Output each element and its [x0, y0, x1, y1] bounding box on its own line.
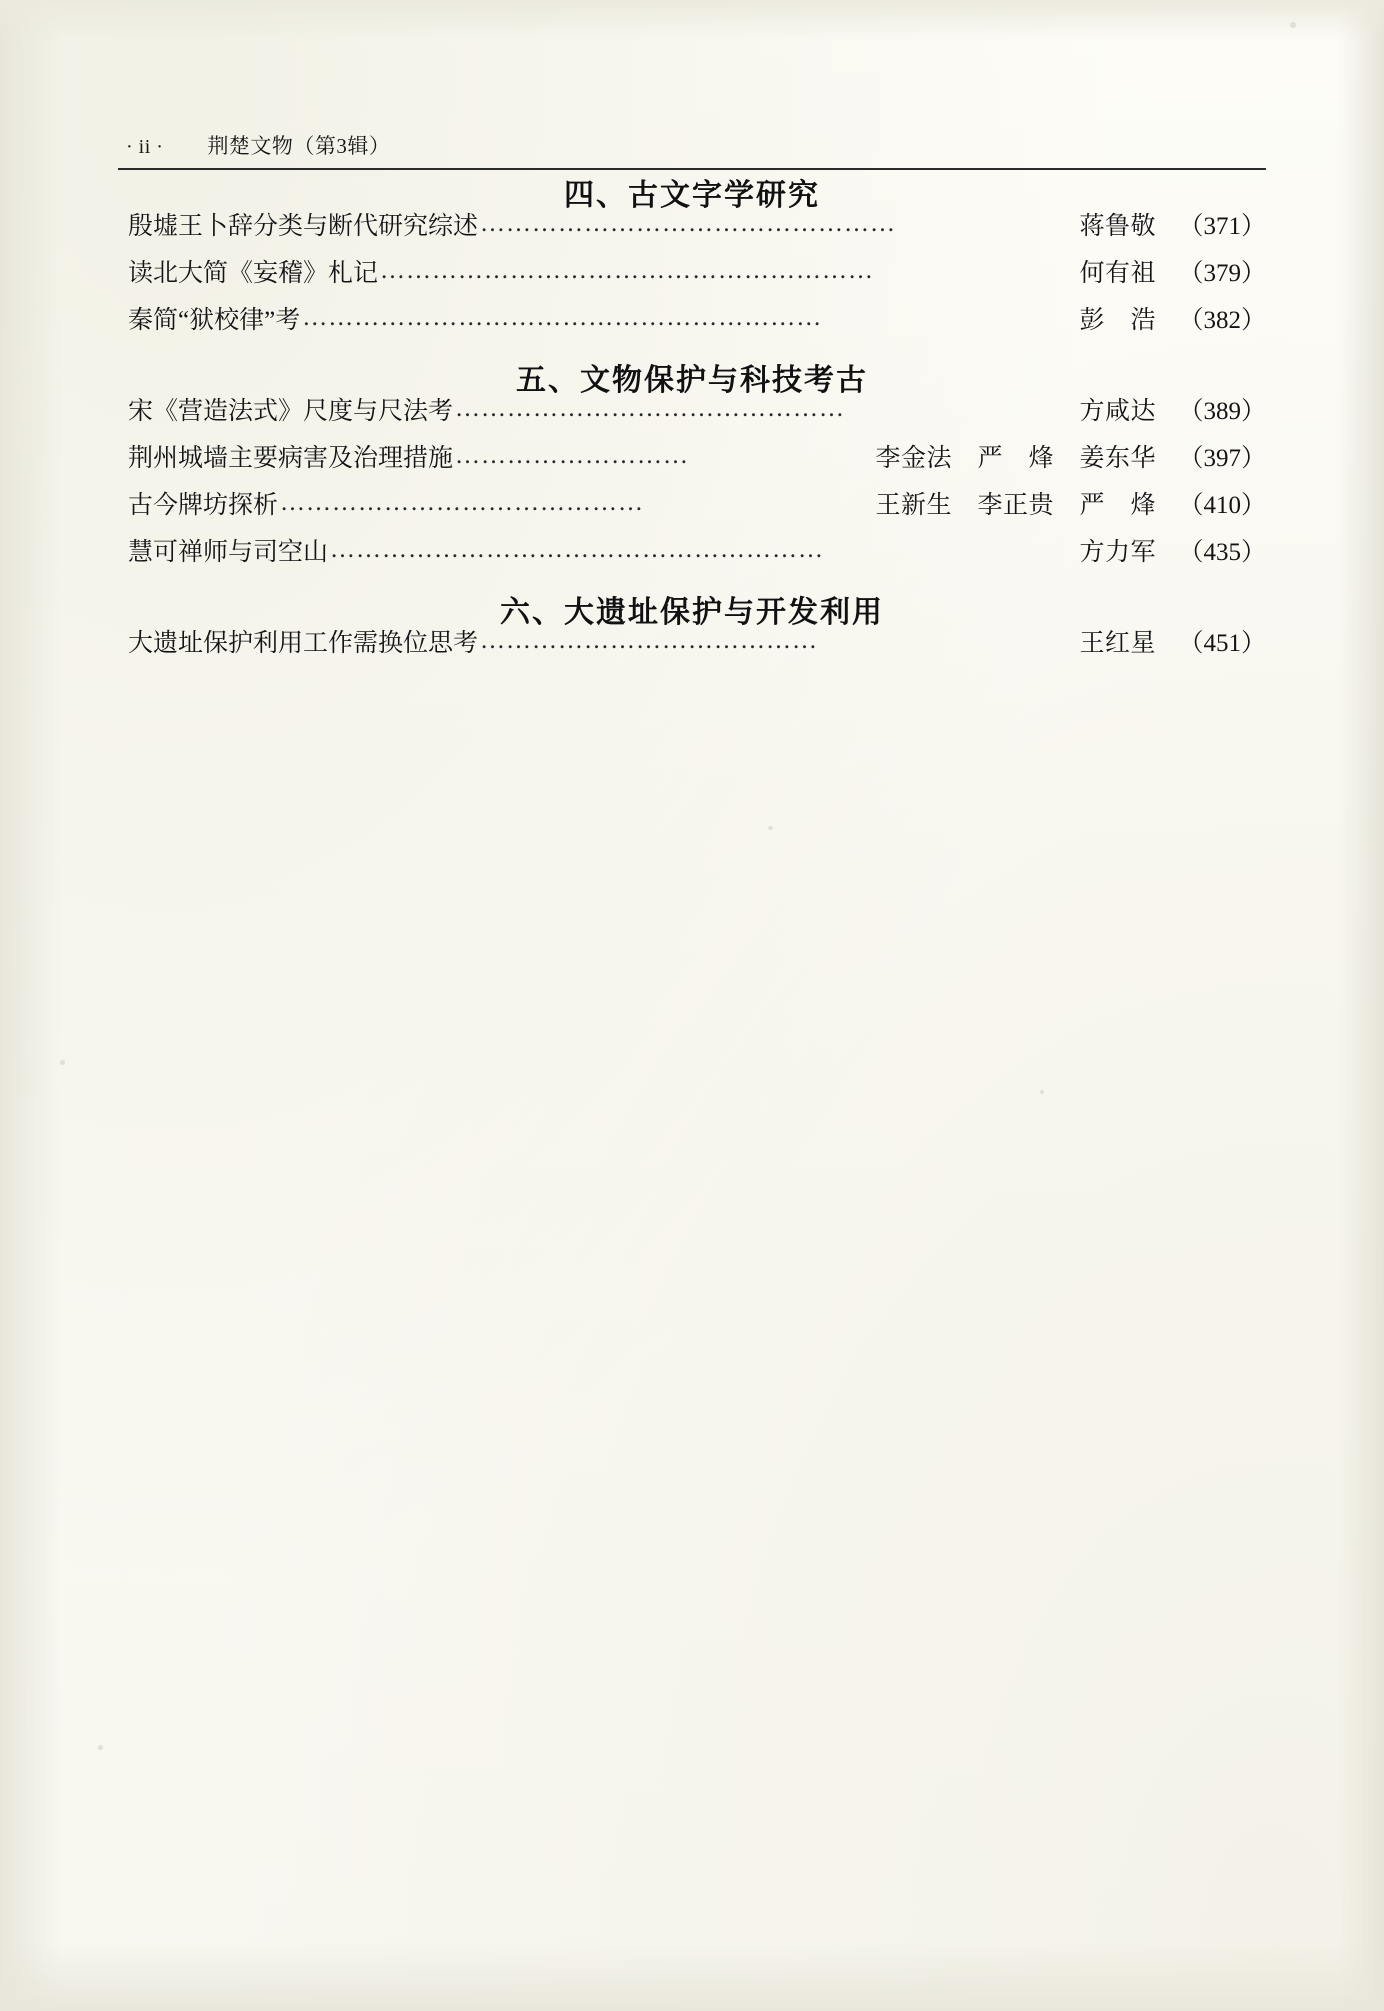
toc-entry-page: （397）	[1178, 445, 1266, 472]
toc-entry[interactable]	[118, 396, 1266, 425]
toc-leader-dots: …………………………………………………	[330, 537, 825, 562]
page-edge-shading-top	[0, 0, 1384, 40]
toc-entry-page: （451）	[1178, 630, 1266, 657]
toc-leader-dots: …………………………………………	[480, 211, 897, 236]
toc-entry-authors: 方力军	[1079, 539, 1156, 566]
toc-leader-dots: ………………………………………	[455, 396, 846, 421]
toc-entry-page: （382）	[1178, 307, 1266, 334]
section-heading-5: 五、文物保护与科技考古	[516, 363, 868, 398]
toc-leader-dots: ………………………	[455, 443, 690, 468]
scan-speckle	[98, 1745, 103, 1750]
section-heading-6: 六、大遗址保护与开发利用	[500, 595, 884, 630]
toc-entry-page: （410）	[1178, 492, 1266, 519]
toc-entry[interactable]	[118, 537, 1266, 566]
page-edge-shading-bottom	[0, 1941, 1384, 2011]
toc-entry-title: 读北大简《妄稽》札记	[128, 260, 379, 287]
toc-leader-dots: …………………………………	[480, 628, 819, 653]
toc-entry-page: （379）	[1178, 260, 1266, 287]
toc-entry-title: 古今牌坊探析	[128, 492, 279, 519]
toc-entry[interactable]	[118, 211, 1266, 240]
toc-entry[interactable]	[118, 258, 1266, 287]
toc-entry-title: 慧可禅师与司空山	[128, 539, 329, 566]
toc-entry-page: （371）	[1178, 213, 1266, 240]
page-edge-shading-left	[0, 0, 62, 2011]
book-title: 荆楚文物（第3辑）	[207, 134, 391, 158]
section-heading-4: 四、古文字学研究	[564, 178, 820, 213]
toc-entry-authors: 李金法 严 烽 姜东华	[875, 445, 1156, 472]
toc-entry-authors: 彭 浩	[1079, 307, 1156, 334]
toc-entry-title: 荆州城墙主要病害及治理措施	[128, 445, 454, 472]
toc-entry-title: 大遗址保护利用工作需换位思考	[128, 630, 479, 657]
toc-entry-authors: 何有祖	[1079, 260, 1156, 287]
toc-entry-authors: 王新生 李正贵 严 烽	[875, 492, 1156, 519]
scan-speckle	[1040, 1090, 1044, 1094]
page-content	[118, 130, 1266, 678]
toc-entry-page: （435）	[1178, 539, 1266, 566]
running-head	[118, 130, 1266, 160]
toc-entry-title: 宋《营造法式》尺度与尺法考	[128, 398, 454, 425]
toc-entry-title: 殷墟王卜辞分类与断代研究综述	[128, 213, 479, 240]
toc-leader-dots: …………………………………………………	[380, 258, 875, 283]
toc-entry[interactable]	[118, 490, 1266, 519]
toc-leader-dots: ……………………………………………………	[302, 305, 823, 330]
toc-entry[interactable]	[118, 305, 1266, 334]
toc-entry-page: （389）	[1178, 398, 1266, 425]
toc-entry-authors: 方咸达	[1079, 398, 1156, 425]
scan-speckle	[1290, 22, 1296, 28]
toc-entry-authors: 蒋鲁敬	[1079, 213, 1156, 240]
scan-speckle	[60, 1060, 65, 1065]
page-edge-shading-right	[1338, 0, 1384, 2011]
scan-speckle	[768, 826, 773, 830]
toc-entry-authors: 王红星	[1079, 630, 1156, 657]
toc-entry[interactable]	[118, 628, 1266, 657]
toc-leader-dots: ……………………………………	[280, 490, 645, 515]
folio-number: · ii ·	[126, 136, 164, 158]
toc-entry[interactable]	[118, 443, 1266, 472]
toc-entry-title: 秦简“狱校律”考	[128, 307, 301, 334]
